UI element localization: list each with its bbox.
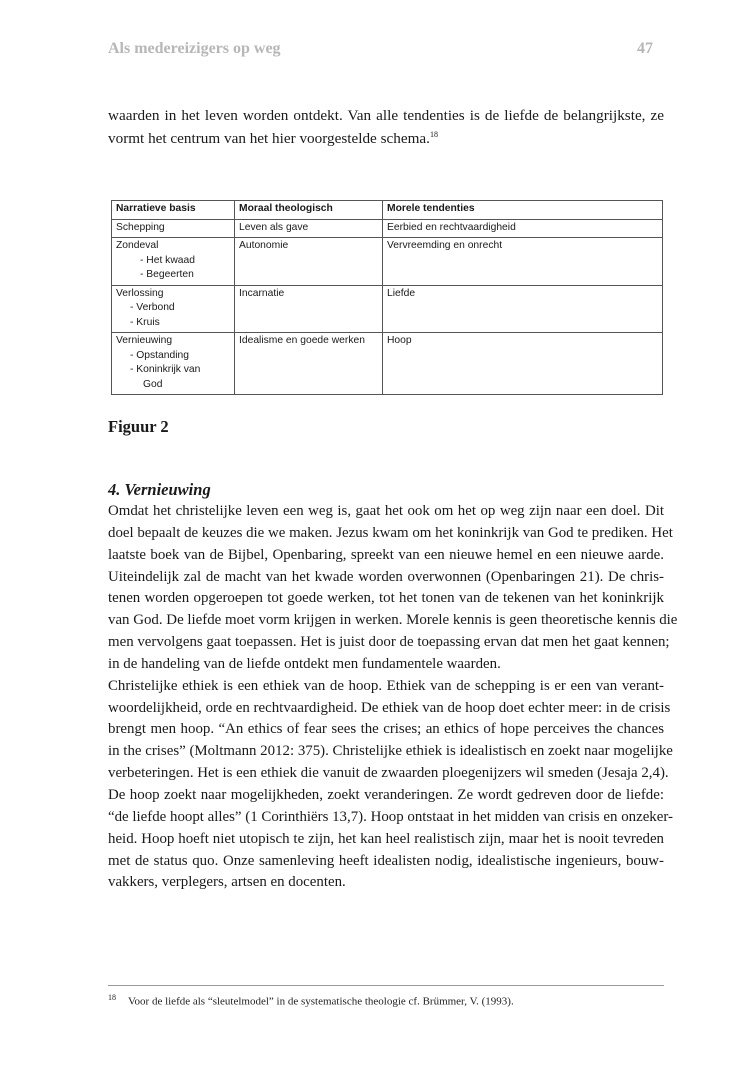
intro-text: waarden in het leven worden ontdekt. Van alle tendenties is de liefde de belangrijkste, ze vormt het centrum van het hier voorgestelde schema.	[108, 107, 664, 147]
header-cell: Morele tendenties	[383, 201, 663, 220]
body-line: De hoop zoekt naar mogelijkheden, zoekt veranderingen. Ze wordt gedreven door de liefde:	[108, 786, 664, 803]
basis-subitem: - Verbond	[130, 302, 175, 313]
body-line: verbeteringen. Het is een ethiek die vanuit de zwaarden ploegenijzers wil smeden (Jesaja 2,4).	[108, 765, 669, 782]
body-line: woordelijkheid, orde en rechtvaardigheid. De ethiek van de hoop doet echter meer: in de crisis	[108, 699, 671, 716]
tendentie-cell: Vervreemding en onrecht	[383, 238, 663, 286]
body-line: met de status quo. Onze samenleving heeft idealisten nodig, idealistische ingenieurs, bouw-	[108, 852, 664, 869]
section-heading: 4. Vernieuwing	[108, 480, 211, 499]
body-line: in de handeling van de liefde ontdekt men fundamentele waarden.	[108, 655, 501, 672]
body-line: brengt men hoop. “An ethics of fear sees the crises; an ethics of hope perceives the chances	[108, 721, 664, 738]
body-line: laatste boek van de Bijbel, Openbaring, spreekt van een nieuwe hemel en een nieuwe aarde.	[108, 546, 664, 563]
table-header-row	[112, 201, 663, 220]
table-row	[112, 238, 663, 286]
basis-subitem: - Koninkrijk van	[130, 364, 201, 375]
body-line: “de liefde hoopt alles” (1 Corinthiërs 13,7). Hoop ontstaat in het midden van crisis en onzeker-	[108, 808, 673, 825]
basis-label: Zondeval	[116, 240, 159, 251]
body-line: Omdat het christelijke leven een weg is, gaat het ook om het op weg zijn naar een doel. Dit	[108, 503, 664, 519]
moraal-cell: Autonomie	[235, 238, 383, 286]
basis-subitem: - Kruis	[130, 316, 160, 328]
running-title: Als medereizigers op weg	[108, 40, 281, 57]
tendentie-cell: Hoop	[383, 333, 663, 395]
basis-cell	[112, 238, 235, 286]
tendentie-cell: Liefde	[383, 285, 663, 333]
basis-subitem: - Begeerten	[140, 269, 194, 280]
basis-subitem: God	[143, 378, 163, 390]
table-row	[112, 219, 663, 238]
body-line: in the crises” (Moltmann 2012: 375). Christelijke ethiek is idealistisch en zoekt naar mogelijke	[108, 743, 673, 760]
basis-cell	[112, 285, 235, 333]
header-cell: Narratieve basis	[112, 201, 235, 220]
table-row	[112, 285, 663, 333]
section-body	[108, 501, 678, 894]
body-line: men vervolgens gaat toepassen. Het is juist door de toepassing ervan dat men het gaat kennen;	[108, 634, 670, 651]
basis-label: Vernieuwing	[116, 335, 173, 346]
running-header	[108, 40, 653, 58]
figure-caption: Figuur 2	[108, 417, 169, 436]
body-line: heid. Hoop hoeft niet utopisch te zijn, het kan heel realistisch zijn, maar het is nooit tevreden	[108, 830, 664, 847]
body-line: Uiteindelijk zal de macht van het kwade worden overwonnen (Openbaringen 21). De chris-	[108, 568, 664, 585]
body-line: vakkers, verplegers, artsen en docenten.	[108, 874, 346, 891]
footnote-text: Voor de liefde als “sleutelmodel” in de systematische theologie cf. Brümmer, V. (1993).	[128, 995, 514, 1008]
body-line: Christelijke ethiek is een ethiek van de hoop. Ethiek van de schepping is er een van verant-	[108, 677, 664, 694]
footnote	[108, 993, 514, 1008]
basis-label: Verlossing	[116, 287, 164, 299]
basis-cell	[112, 333, 235, 395]
body-line: doel bepaalt de keuzes die we maken. Jezus kwam om het koninkrijk van God te prediken. Het	[108, 524, 673, 541]
footnote-divider	[108, 985, 664, 986]
body-line: van God. De liefde moet vorm krijgen in werken. Morele kennis is geen theoretische kennis die	[108, 612, 678, 629]
moraal-cell: Incarnatie	[235, 285, 383, 333]
footnote-ref: 18	[429, 129, 438, 139]
page-number: 47	[637, 40, 653, 57]
basis-cell	[112, 219, 235, 238]
moraal-cell: Idealisme en goede werken	[235, 333, 383, 395]
body-line: tenen worden opgeroepen tot goede werken, tot het tonen van de tekenen van het koninkrijk	[108, 590, 664, 607]
footnote-number: 18	[108, 993, 116, 1002]
basis-subitem: - Het kwaad	[140, 254, 195, 266]
table-row	[112, 333, 663, 395]
figure-table	[111, 200, 663, 395]
basis-subitem: - Opstanding	[130, 349, 189, 361]
tendentie-cell: Eerbied en rechtvaardigheid	[383, 219, 663, 238]
intro-paragraph	[108, 104, 664, 150]
header-cell: Moraal theologisch	[235, 201, 383, 220]
moraal-cell: Leven als gave	[235, 219, 383, 238]
basis-label: Schepping	[116, 221, 165, 233]
